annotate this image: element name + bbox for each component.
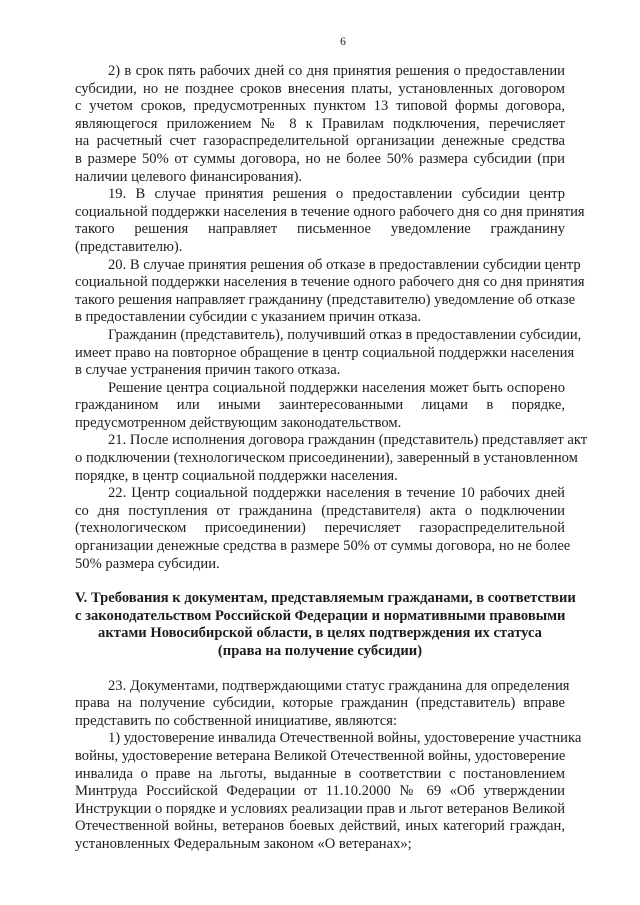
text-line: войны, удостоверение ветерана Великой Отечественной войны, удостоверение bbox=[75, 747, 566, 764]
page-number: 6 bbox=[340, 36, 346, 48]
text-line: Решение центра социальной поддержки населения может быть оспорено bbox=[108, 379, 565, 396]
text-line: Минтруда Российской Федерации от 11.10.2000 № 69 «Об утверждении bbox=[75, 783, 565, 800]
text-line: предусмотренном действующим законодательством. bbox=[75, 414, 402, 431]
text-line: (представителю). bbox=[75, 238, 183, 255]
text-line: в случае устранения причин такого отказа. bbox=[75, 362, 341, 379]
text-line: социальной поддержки населения в течение одного рабочего дня со дня принятия bbox=[75, 274, 585, 291]
text-line: представить по собственной инициативе, являются: bbox=[75, 712, 398, 729]
text-line: 2) в срок пять рабочих дней со дня принятия решения о предоставлении bbox=[108, 63, 565, 79]
heading-line: актами Новосибирской области, в целях подтверждения их статуса bbox=[98, 625, 542, 642]
list-item-1-certificates bbox=[75, 730, 582, 853]
text-line: такого решения направляет гражданину (представителю) уведомление об отказе bbox=[75, 291, 576, 308]
text-line: 1) удостоверение инвалида Отечественной войны, удостоверение участника bbox=[108, 730, 582, 747]
text-line: наличии целевого финансирования). bbox=[75, 168, 303, 185]
document-body bbox=[75, 63, 588, 854]
text-line: в предоставлении субсидии с указанием причин отказа. bbox=[75, 309, 422, 326]
text-line: Инструкции о порядке и условиях реализации прав и льгот ветеранов Великой bbox=[75, 800, 566, 817]
text-line: Отечественной войны, ветеранов боевых действий, иных категорий граждан, bbox=[75, 818, 565, 835]
text-line: 22. Центр социальной поддержки населения в течение 10 рабочих дней bbox=[108, 485, 565, 502]
text-line: (технологическом присоединении) перечисляет газораспределительной bbox=[75, 520, 565, 537]
text-line: о подключении (технологическом присоединении), заверенный в установленном bbox=[75, 450, 578, 467]
text-line: субсидии, но не позднее сроков внесения платы, установленных договором bbox=[75, 80, 565, 97]
paragraph-20-refusal-notice bbox=[75, 256, 585, 327]
text-line: с учетом сроков, предусмотренных пунктом 13 типовой формы договора, bbox=[75, 98, 565, 115]
text-line: инвалида о праве на льготы, выданные в соответствии с постановлением bbox=[75, 765, 565, 782]
text-line: организации денежные средства в размере 50% от суммы договора, но не более bbox=[75, 538, 571, 555]
text-line: 19. В случае принятия решения о предоставлении субсидии центр bbox=[108, 186, 565, 203]
text-line: гражданином или иными заинтересованными лицами в порядке, bbox=[75, 397, 565, 414]
paragraph-refusal-reapply bbox=[75, 326, 582, 380]
heading-line: V. Требования к документам, представляемым гражданами, в соответствии bbox=[75, 590, 576, 607]
text-line: установленных Федеральным законом «О ветеранах»; bbox=[75, 835, 412, 852]
text-line: 20. В случае принятия решения об отказе в предоставлении субсидии центр bbox=[108, 256, 581, 273]
text-line: 21. После исполнения договора гражданин (представитель) представляет акт bbox=[108, 432, 588, 449]
text-line: социальной поддержки населения в течение одного рабочего дня со дня принятия bbox=[75, 203, 585, 220]
text-line: со дня поступления от гражданина (представителя) акта о подключении bbox=[75, 502, 565, 519]
paragraph-22-final-payment bbox=[75, 485, 571, 573]
text-line: в размере 50% от суммы договора, но не более 50% размера субсидии (при bbox=[75, 150, 565, 167]
text-line: 23. Документами, подтверждающими статус гражданина для определения bbox=[108, 677, 570, 694]
heading-line: (права на получение субсидии) bbox=[217, 643, 423, 659]
paragraph-21-connection-act bbox=[75, 432, 588, 485]
text-line: являющегося приложением № 8 к Правилам подключения, перечисляет bbox=[75, 115, 565, 132]
paragraph-23-status-documents bbox=[75, 677, 570, 731]
text-line: 50% размера субсидии. bbox=[75, 555, 220, 572]
text-line: права на получение субсидии, которые гражданин (представитель) вправе bbox=[75, 695, 565, 712]
heading-line: с законодательством Российской Федерации и нормативными правовыми bbox=[75, 607, 566, 624]
text-line: порядке, в центр социальной поддержки населения. bbox=[75, 467, 398, 484]
paragraph-2-payment-terms bbox=[75, 63, 565, 186]
paragraph-appeal bbox=[75, 380, 565, 433]
text-line: Гражданин (представитель), получивший отказ в предоставлении субсидии, bbox=[108, 326, 582, 343]
section-v-heading bbox=[75, 590, 576, 660]
text-line: такого решения направляет письменное уведомление гражданину bbox=[75, 221, 565, 238]
text-line: имеет право на повторное обращение в центр социальной поддержки населения bbox=[75, 344, 575, 361]
paragraph-19-approval-notice bbox=[75, 186, 585, 256]
text-line: на расчетный счет газораспределительной организации денежные средства bbox=[75, 133, 565, 150]
